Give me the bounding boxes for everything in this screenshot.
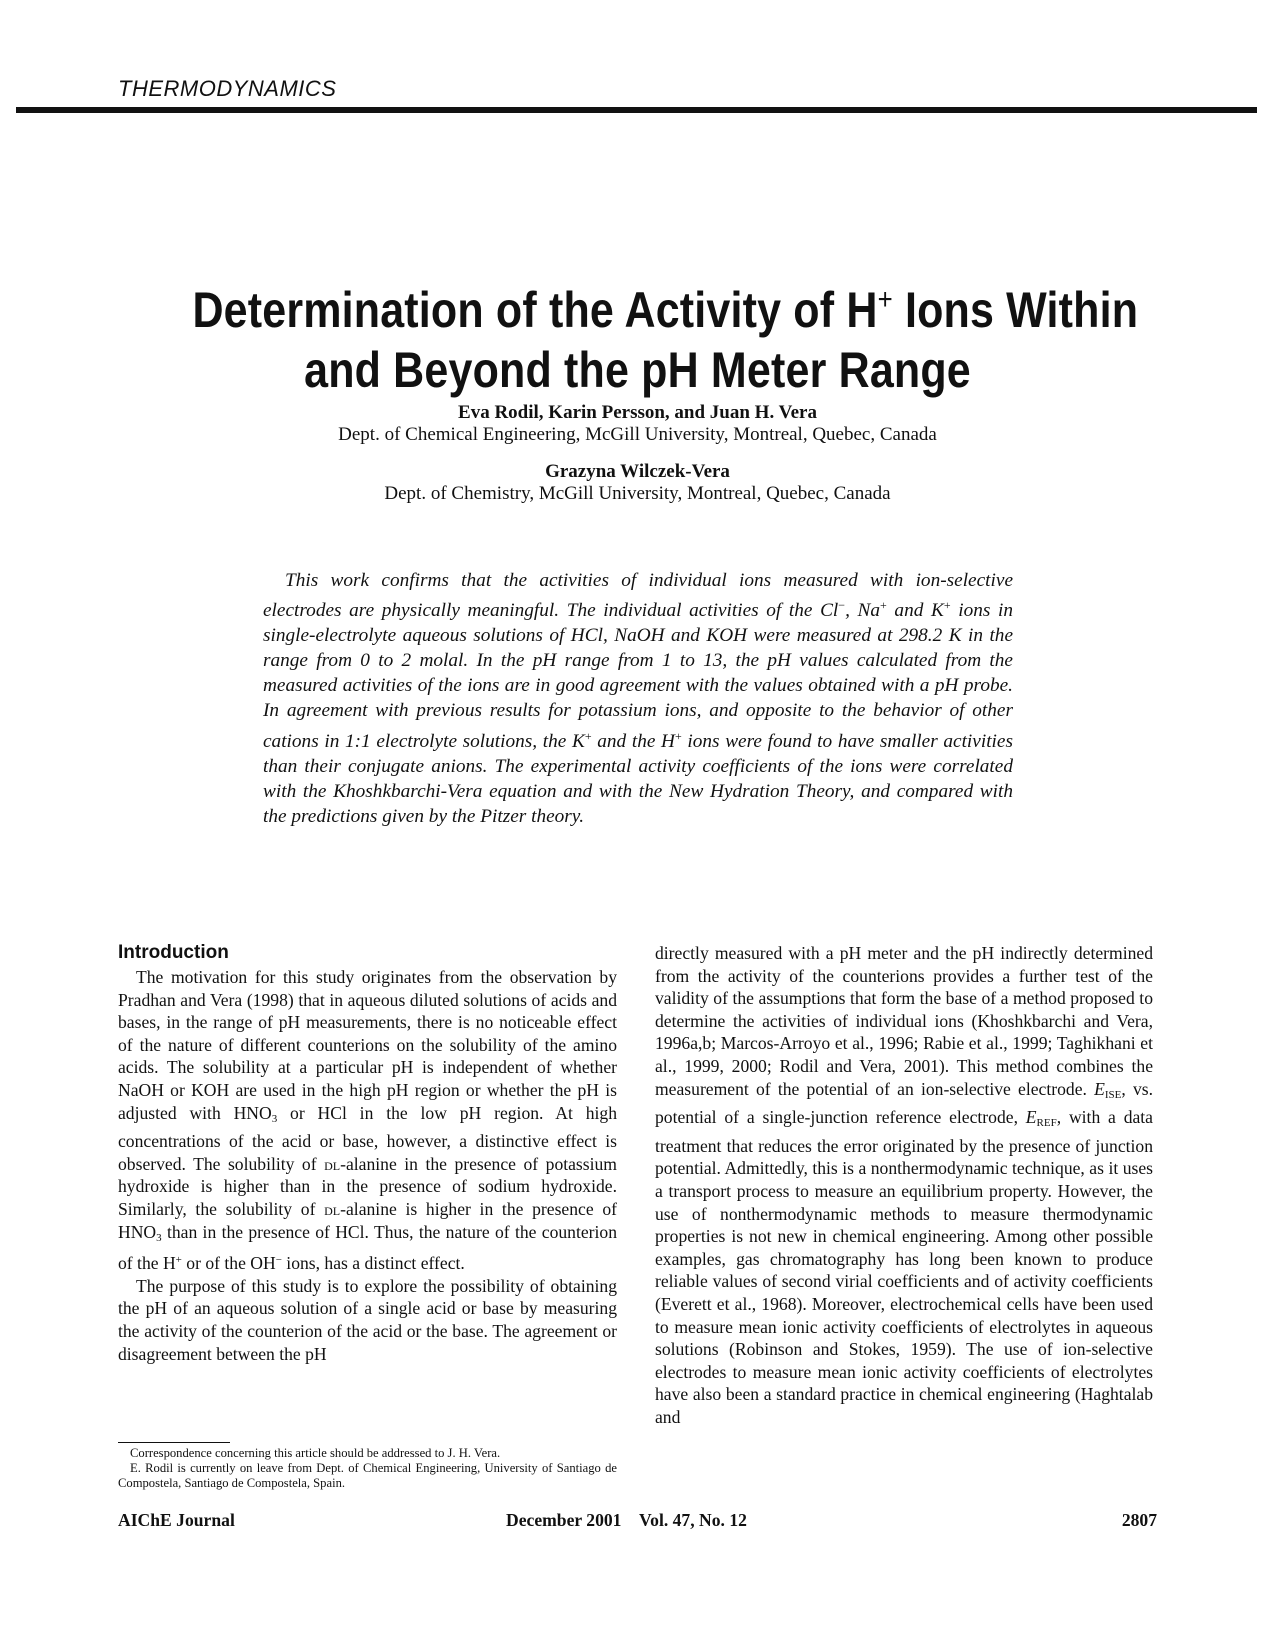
author-names-1: Eva Rodil, Karin Persson, and Juan H. Vera: [458, 402, 817, 423]
author-names-2: Grazyna Wilczek-Vera: [545, 461, 730, 482]
abstract-text: and K: [886, 600, 944, 622]
intro-paragraph-continued: [655, 942, 1153, 1428]
footnote-rule: [118, 1442, 230, 1443]
intro-paragraph-2: The purpose of this study is to explore the possibility of obtaining the pH of an aqueous solution of a single acid or base by measuring the activity of the counterion of the acid or the base. The agreement or disagreement between the pH: [118, 1275, 617, 1364]
subscript: REF: [1036, 1117, 1057, 1130]
abstract-text: ions were found to have smaller activities than their conjugate anions. The experimental activity coefficients of the ions were correlated with the Khoshkbarchi-Vera equation and with the New Hydration Theory, and compared with the predictions given by the Pitzer theory.: [263, 730, 1013, 827]
text-run: , vs. potential of a single-junction reference electrode,: [655, 1078, 1153, 1128]
abstract-text: This work confirms that the activities of individual ions measured with ion-selective electrodes are physically meaningful. The individual activities of the Cl: [263, 570, 1013, 622]
text-run: or of the OH: [181, 1253, 276, 1274]
subscript: ISE: [1104, 1088, 1122, 1101]
subscript: 3: [271, 1112, 278, 1125]
text-run: -alanine in the presence of potassium hydroxide is higher than in the presence of sodium hydroxide. Similarly, the solubility of: [118, 1153, 617, 1219]
author-block-2: [120, 461, 1155, 505]
text-run: , with a data treatment that reduces the error originated by the presence of junction potential. Admittedly, this is a nonthermodynamic technique, as it uses a transport process to measure an equilibrium property. However, the use of nonthermodynamic methods to measure thermodynamic properties is not new in chemical engineering. Among other possible examples, gas chromatography has long been known to produce reliable values of second virial coefficients and of activity coefficients (Everett et al., 1968). Moreover, electrochemical cells have been used to measure mean ionic activity coefficients of electrolytes in aqueous solutions (Robinson and Stokes, 1959). The use of ion-selective electrodes to measure mean ionic activity coefficients of electrolytes have also been a standard practice in chemical engineering (Haghtalab and: [655, 1107, 1153, 1427]
superscript: +: [175, 1254, 182, 1267]
affiliation-1: Dept. of Chemical Engineering, McGill University, Montreal, Quebec, Canada: [338, 424, 937, 445]
footnote-affiliation: E. Rodil is currently on leave from Dept. of Chemical Engineering, University of Santiago de Compostela, Santiago de Compostela, Spain.: [118, 1461, 617, 1490]
variable: E: [1025, 1107, 1037, 1128]
abstract-sup: −: [838, 598, 846, 613]
text-run: -alanine is higher in the presence of HNO: [118, 1198, 617, 1242]
abstract-sup: +: [674, 728, 682, 743]
text-run: directly measured with a pH meter and the pH indirectly determined from the activity of the counterions provides a further test of the validity of the assumptions that form the base of a method proposed to determine the activities of individual ions (Khoshkbarchi and Vera, 1996a,b; Marcos-Arroyo et al., 1996; Rabie et al., 1999; Taghikhani et al., 1999, 2000; Rodil and Vera, 2001). This method combines the measurement of the potential of an ion-selective electrode.: [655, 943, 1153, 1099]
title-text-b: Ions Within: [892, 282, 1139, 338]
footnotes: [118, 1446, 617, 1491]
right-column: [655, 942, 1153, 1428]
title-superscript: +: [877, 283, 893, 316]
introduction-heading: Introduction: [118, 942, 229, 963]
superscript: −: [275, 1254, 282, 1267]
text-run: or HCl in the low pH region. At high concentrations of the acid or base, however, a distinctive effect is observed. The solubility of: [118, 1102, 618, 1174]
abstract-sup: +: [943, 598, 951, 613]
footer-page-number: 2807: [1121, 1510, 1157, 1530]
footer-journal: AIChE Journal: [118, 1510, 235, 1530]
abstract-text: ions in single-electrolyte aqueous solutions of HCl, NaOH and KOH were measured at 298.2 K in the range from 0 to 2 molal. In the pH range from 1 to 13, the pH values calculated from the measured activities of the ions are in good agreement with the values obtained with a pH probe. In agreement with previous results for potassium ions, and opposite to the behavior of other cations in 1:1 electrolyte solutions, the K: [263, 600, 1013, 752]
abstract-sup: +: [880, 598, 887, 613]
variable: E: [1094, 1078, 1105, 1099]
left-column: [118, 966, 617, 1365]
header-rule: [16, 107, 1257, 113]
affiliation-2: Dept. of Chemistry, McGill University, Montreal, Quebec, Canada: [384, 483, 891, 504]
intro-paragraph-1: [118, 966, 617, 1275]
abstract-text: , Na: [845, 600, 881, 622]
title-text-a: Determination of the Activity of H: [192, 282, 878, 338]
section-label: THERMODYNAMICS: [118, 76, 337, 101]
small-caps: dl: [324, 1153, 341, 1174]
footnote-correspondence: Correspondence concerning this article should be addressed to J. H. Vera.: [130, 1446, 501, 1460]
abstract: [263, 568, 1013, 829]
text-run: ions, has a distinct effect.: [281, 1253, 465, 1274]
title-line-1: [192, 270, 1139, 340]
author-block-1: [120, 402, 1155, 446]
footer-issue: December 2001 Vol. 47, No. 12: [506, 1510, 747, 1530]
small-caps: dl: [324, 1198, 341, 1219]
subscript: 3: [156, 1231, 162, 1244]
title-line-2: and Beyond the pH Meter Range: [304, 342, 971, 398]
text-run: than in the presence of HCl. Thus, the nature of the counterion of the H: [118, 1221, 617, 1274]
abstract-sup: +: [584, 728, 592, 743]
abstract-text: and the H: [591, 730, 675, 752]
text-run: The motivation for this study originates from the observation by Pradhan and Vera (1998) that in aqueous diluted solutions of acids and bases, in the range of pH measurements, there is no noticeable effect of the nature of different counterions on the solubility of the amino acids. The solubility at a particular pH is independent of whether NaOH or KOH are used in the high pH region or whether the pH is adjusted with HNO: [118, 967, 617, 1123]
article-title: [192, 270, 1139, 400]
